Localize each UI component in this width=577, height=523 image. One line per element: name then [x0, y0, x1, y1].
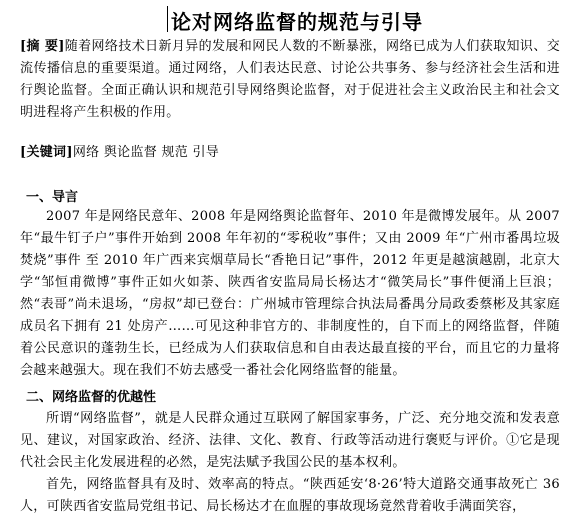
advantages-paragraph-1-text: 所谓“网络监督”，就是人民群众通过互联网了解国家事务，广泛、充分地交流和发表意见、建议，对国家政治、经济、法律、文化、教育、行政等活动进行褒贬与评价。	[20, 411, 560, 448]
section-heading-advantages: 二、网络监督的优越性	[26, 390, 157, 405]
keywords-label: [关键词]	[20, 145, 73, 160]
keywords-paragraph	[20, 142, 560, 164]
keywords-text: 网络 舆论监督 规范 引导	[72, 145, 220, 160]
document-title: 论对网络监督的规范与引导	[171, 10, 423, 34]
section-heading-introduction: 一、导言	[26, 190, 79, 205]
advantages-paragraph-2: 首先，网络监督具有及时、效率高的特点。“陕西延安‘8·26’特大道路交通事故死亡 36 人，可陕西省安监局党组书记、局长杨达才在血腥的事故现场竟然背着收手满面笑容，	[20, 477, 560, 514]
advantages-paragraph-1	[20, 408, 560, 474]
introduction-paragraph: 2007 年是网络民意年、2008 年是网络舆论监督年、2010 年是微博发展年。从 2007 年“最牛钉子户”事件开始到 2008 年年初的“零税收”事件；又由 2009 年“广州市番禺垃圾焚烧”事件 至 2010 年广西来宾烟草局长“香艳日记”事件，2012 年更是越演越剧，北京大学“邹恒甫微博”事件正如火如荼、陕西省安监局局长杨达才“微笑局长”事件便涌上巨浪；然“表哥”尚未退场，“房叔”却已登台：广州城市管理综合执法局番禺分局政委蔡彬及其家庭成员名下拥有 21 处房产……可见这种非官方的、非制度性的，自下而上的网络监督，伴随着公民意识的蓬勃生长，已经成为人们获取信息和自由表达最直接的平台，而且它的力量将会越来越强大。现在我们不妨去感受一番社会化网络监督的能量。	[20, 209, 560, 378]
abstract-text: 随着网络技术日新月异的发展和网民人数的不断暴涨，网络已成为人们获取知识、交流传播信息的重要渠道。通过网络，人们表达民意、讨论公共事务、参与经济社会生活和进行舆论监督。全面正确认识和规范引导网络舆论监督，对于促进社会主义政治民主和社会文明进程将产生积极的作用。	[20, 39, 561, 120]
text-cursor	[167, 6, 168, 32]
abstract-paragraph	[20, 36, 560, 124]
footnote-mark: ①	[506, 433, 520, 448]
abstract-label: [摘 要]	[20, 39, 65, 54]
advantages-paragraph-1-end: 它是现代社会民主化发展进程的必然，是宪法赋予我国公民的基本权利。	[20, 433, 560, 470]
